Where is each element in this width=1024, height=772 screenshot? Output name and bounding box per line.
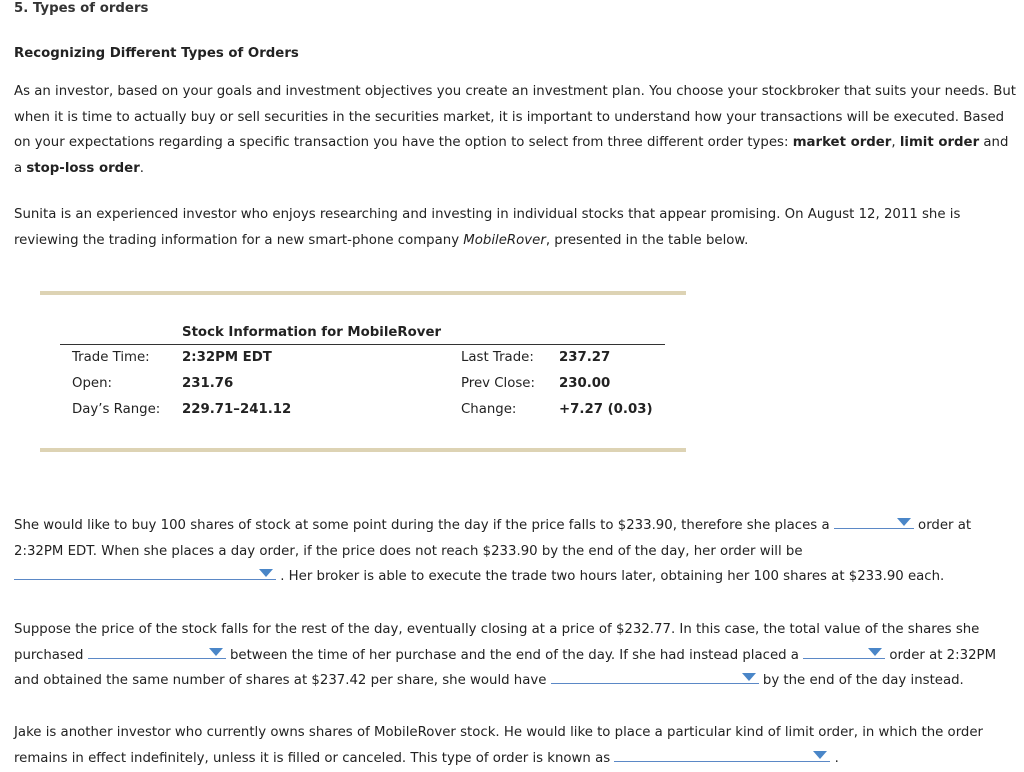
caret-down-icon bbox=[868, 648, 882, 656]
q1-text-1: She would like to buy 100 shares of stock at some point during the day if the price falls to $233.90, therefore she places a bbox=[14, 518, 834, 533]
q2-text-3: order at 2:32PM and obtained the same number of shares at $237.42 per share, she would have bbox=[14, 647, 997, 689]
table-bottom-band bbox=[40, 448, 686, 452]
limit-order-term: limit order bbox=[899, 135, 980, 151]
question-1-paragraph bbox=[14, 513, 1016, 590]
scenario-text-2: , presented in the table below. bbox=[545, 232, 749, 248]
market-order-term: market order bbox=[792, 135, 892, 151]
value-change-dropdown[interactable] bbox=[88, 644, 226, 659]
change-label: Change: bbox=[461, 402, 517, 417]
q3-text-1: Jake is another investor who currently owns shares of MobileRover stock. He would like to place a particular kind of limit order, in which the order remains in effect indefinitely, unless it is filled or canceled. This type of order is known as bbox=[14, 725, 984, 766]
trade-time-value: 2:32PM EDT bbox=[182, 350, 272, 365]
caret-down-icon bbox=[742, 673, 756, 681]
order-outcome-dropdown[interactable] bbox=[14, 565, 276, 580]
scenario-text-1: Sunita is an experienced investor who enjoys researching and investing in individual stocks that appear promising. On August 12, 2011 she is reviewing the trading information for a new smart-phone company bbox=[14, 207, 961, 248]
table-title-rule bbox=[60, 344, 665, 345]
caret-down-icon bbox=[813, 751, 827, 759]
days-range-label: Day’s Range: bbox=[72, 402, 161, 417]
caret-down-icon bbox=[897, 518, 911, 526]
q2-text-2: between the time of her purchase and the end of the day. If she had instead placed a bbox=[225, 647, 804, 663]
prev-close-value: 230.00 bbox=[559, 376, 611, 391]
question-2-paragraph bbox=[14, 617, 1016, 694]
question-3-paragraph bbox=[14, 720, 1016, 771]
stop-loss-order-term: stop-loss order bbox=[26, 160, 140, 176]
q2-text-4: by the end of the day instead. bbox=[758, 673, 964, 689]
caret-down-icon bbox=[209, 648, 223, 656]
open-value: 231.76 bbox=[182, 376, 234, 391]
last-trade-value: 237.27 bbox=[559, 350, 611, 365]
q1-text-3: . Her broker is able to execute the trade two hours later, obtaining her 100 shares at $233.90 each. bbox=[276, 569, 945, 585]
last-trade-label: Last Trade: bbox=[461, 350, 534, 365]
q3-text-2: . bbox=[830, 750, 839, 766]
prev-close-label: Prev Close: bbox=[461, 376, 535, 391]
scenario-paragraph bbox=[14, 202, 1016, 253]
intro-paragraph bbox=[14, 79, 1016, 181]
change-value: +7.27 (0.03) bbox=[559, 402, 653, 417]
q1-text-2: order at 2:32PM EDT. When she places a day order, if the price does not reach $233.90 by the end of the day, her order will be bbox=[14, 518, 972, 559]
order-duration-dropdown[interactable] bbox=[614, 747, 830, 762]
caret-down-icon bbox=[259, 569, 273, 577]
company-name: MobileRover bbox=[463, 232, 546, 248]
gain-loss-dropdown[interactable] bbox=[551, 669, 759, 684]
order-type-dropdown-1[interactable] bbox=[834, 514, 914, 529]
intro-sep-1: , bbox=[891, 135, 900, 151]
order-type-dropdown-2[interactable] bbox=[803, 644, 885, 659]
intro-sep-2: and a bbox=[14, 135, 1009, 176]
intro-text: As an investor, based on your goals and investment objectives you create an investment plan. You choose your stockbroker that suits your needs. But when it is time to actually buy or sell securities in the securities market, it is important to understand how your transactions will be executed. Based on your expectations regarding a specific transaction you have the option to select from three different order types: bbox=[14, 84, 1016, 151]
intro-end: . bbox=[139, 160, 144, 176]
question-title: 5. Types of orders bbox=[14, 1, 149, 16]
days-range-value: 229.71–241.12 bbox=[182, 402, 292, 417]
trade-time-label: Trade Time: bbox=[72, 350, 150, 365]
q2-text-1: Suppose the price of the stock falls for the rest of the day, eventually closing at a price of $232.77. In this case, the total value of the shares she purchased bbox=[14, 622, 980, 663]
table-top-band bbox=[40, 291, 686, 295]
section-heading: Recognizing Different Types of Orders bbox=[14, 46, 299, 61]
open-label: Open: bbox=[72, 376, 112, 391]
table-title: Stock Information for MobileRover bbox=[182, 325, 442, 340]
